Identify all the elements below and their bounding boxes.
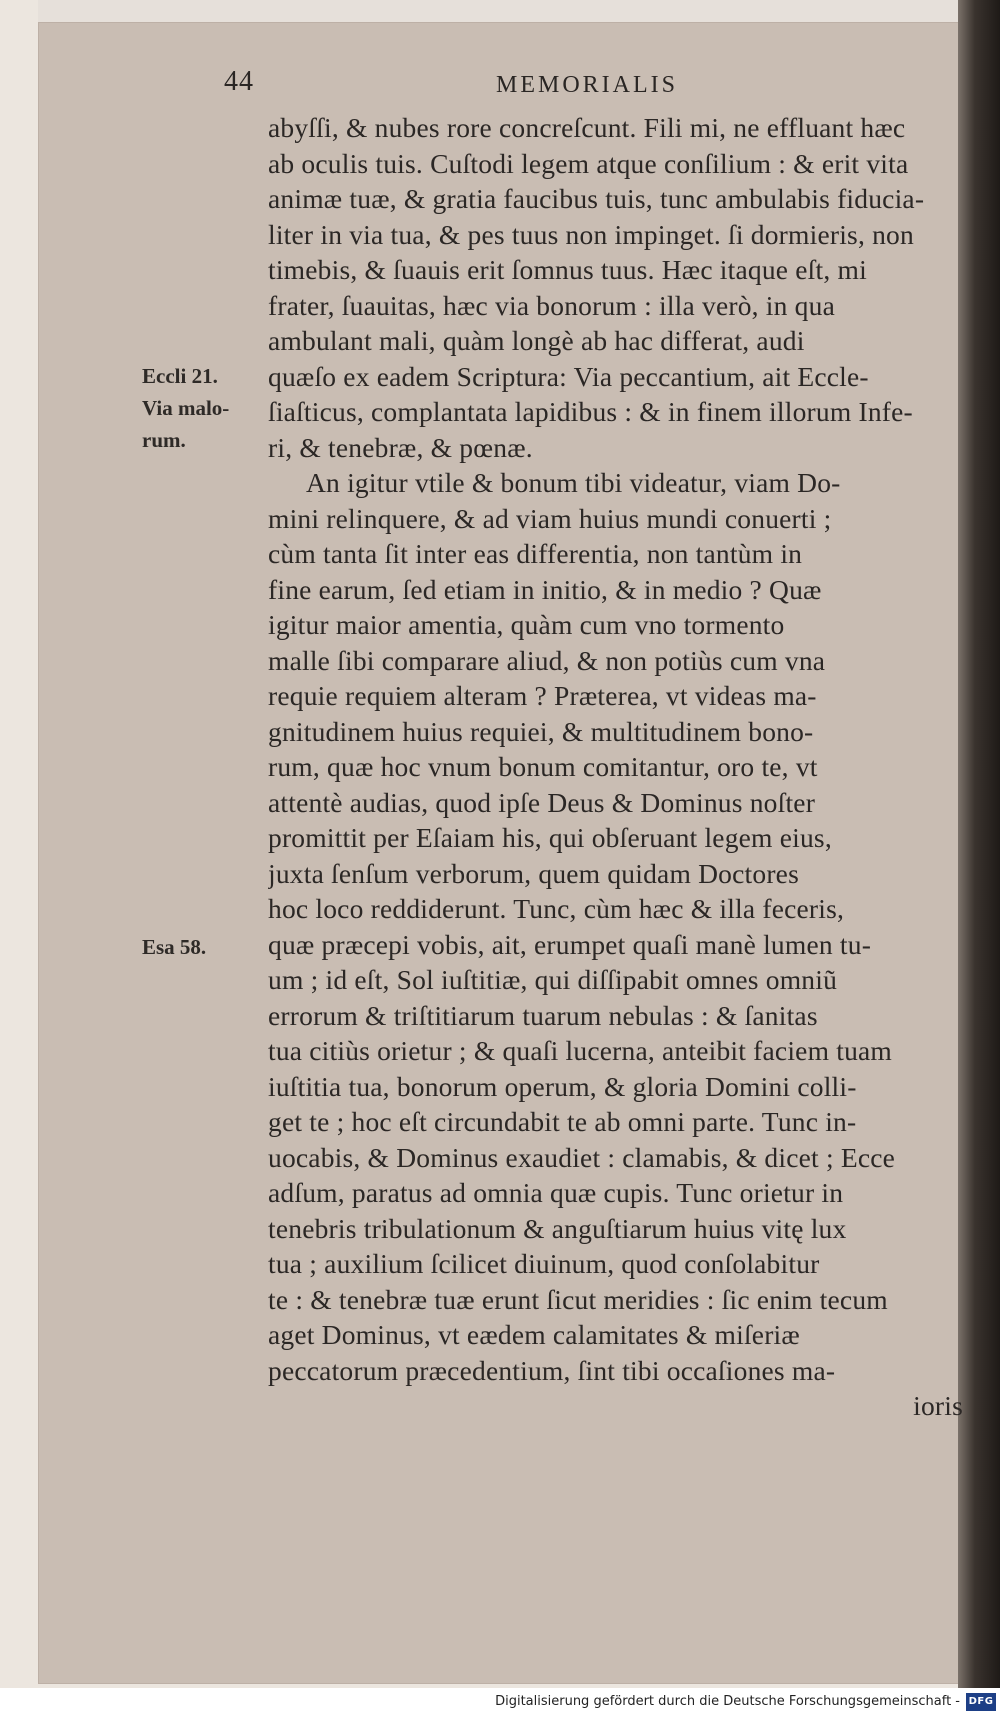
text-line: quæſo ex eadem Scriptura: Via peccantium, ait Eccle- xyxy=(268,360,869,392)
text-line: adſum, paratus ad omnia quæ cupis. Tunc orietur in xyxy=(268,1177,844,1208)
dfg-logo: DFG xyxy=(966,1693,996,1711)
text-line: quæ præcepi vobis, ait, erumpet quaſi manè lumen tu- xyxy=(268,928,872,960)
text-line: hoc loco reddiderunt. Tunc, cùm hæc & illa feceris, xyxy=(268,893,845,924)
text-line: abyſſi, & nubes rore concreſcunt. Fili mi, ne effluant hæc xyxy=(268,112,906,143)
margin-note-esa: Esa 58. xyxy=(142,935,207,959)
margin-note-eccli: Eccli 21. xyxy=(142,364,218,388)
text-line: tua ; auxilium ſcilicet diuinum, quod conſolabitur xyxy=(268,1248,820,1279)
margin-note-rum: rum. xyxy=(142,428,186,452)
text-line: tenebris tribulationum & anguſtiarum huius vitę lux xyxy=(268,1212,847,1244)
text-line: promittit per Eſaiam his, qui obſeruant legem eius, xyxy=(268,822,832,853)
text-line: cùm tanta ſit inter eas differentia, non tantùm in xyxy=(268,538,803,569)
body-text xyxy=(268,110,963,1424)
text-line: te : & tenebræ tuæ erunt ſicut meridies : ſic enim tecum xyxy=(268,1283,888,1315)
text-line: ſiaſticus, complantata lapidibus : & in finem illorum Infe- xyxy=(268,396,913,427)
text-line: tua citiùs orietur ; & quaſi lucerna, anteibit faciem tuam xyxy=(268,1035,893,1066)
scan-top-edge xyxy=(38,0,958,22)
text-line: iuſtitia tua, bonorum operum, & gloria Domini colli- xyxy=(268,1070,857,1102)
text-line: um ; id eſt, Sol iuſtitiæ, qui diſſipabit omnes omniũ xyxy=(268,964,838,995)
text-line: aget Dominus, vt eædem calamitates & miſeriæ xyxy=(268,1319,800,1350)
margin-note-via-malorum: Via malo- xyxy=(142,396,230,420)
text-line: timebis, & ſuauis erit ſomnus tuus. Hæc itaque eſt, mi xyxy=(268,254,867,285)
dfg-credit: Digitalisierung gefördert durch die Deutsche Forschungsgemeinschaft - xyxy=(495,1694,960,1709)
text-line: ab oculis tuis. Cuſtodi legem atque conſilium : & erit vita xyxy=(268,147,909,179)
page-number: 44 xyxy=(224,66,254,97)
catchword: ioris xyxy=(913,1390,963,1421)
running-head: MEMORIALIS xyxy=(496,72,679,98)
text-line: mini relinquere, & ad viam huius mundi conuerti ; xyxy=(268,502,832,534)
text-line: juxta ſenſum verborum, quem quidam Doctores xyxy=(268,857,799,889)
text-line: liter in via tua, & pes tuus non impinget. ſi dormieris, non xyxy=(268,218,914,250)
text-line: igitur maior amentia, quàm cum vno tormento xyxy=(268,609,785,640)
text-line: errorum & triſtitiarum tuarum nebulas : & ſanitas xyxy=(268,999,818,1031)
text-line: An igitur vtile & bonum tibi videatur, viam Do- xyxy=(306,467,841,498)
text-line: animæ tuæ, & gratia faucibus tuis, tunc ambulabis fiducia- xyxy=(268,183,925,214)
text-line: ambulant mali, quàm longè ab hac differat, audi xyxy=(268,325,805,356)
page-header xyxy=(0,66,1000,106)
text-line: uocabis, & Dominus exaudiet : clamabis, & dicet ; Ecce xyxy=(268,1141,896,1173)
text-line: ri, & tenebræ, & pœnæ. xyxy=(268,431,533,463)
text-line: attentè audias, quod ipſe Deus & Dominus noſter xyxy=(268,786,816,818)
text-line: peccatorum præcedentium, ſint tibi occaſiones ma- xyxy=(268,1354,836,1386)
text-line: gnitudinem huius requiei, & multitudinem bono- xyxy=(268,715,814,747)
text-line: frater, ſuauitas, hæc via bonorum : illa verò, in qua xyxy=(268,289,835,321)
text-line: get te ; hoc eſt circundabit te ab omni parte. Tunc in- xyxy=(268,1106,857,1137)
book-spine-edge xyxy=(958,0,1000,1688)
text-line: malle ſibi comparare aliud, & non potiùs cum vna xyxy=(268,644,826,676)
text-line: fine earum, ſed etiam in initio, & in medio ? Quæ xyxy=(268,573,822,605)
text-line: requie requiem alteram ? Præterea, vt videas ma- xyxy=(268,680,817,711)
text-line: rum, quæ hoc vnum bonum comitantur, oro te, vt xyxy=(268,751,818,782)
digitization-footer xyxy=(0,1688,1000,1719)
